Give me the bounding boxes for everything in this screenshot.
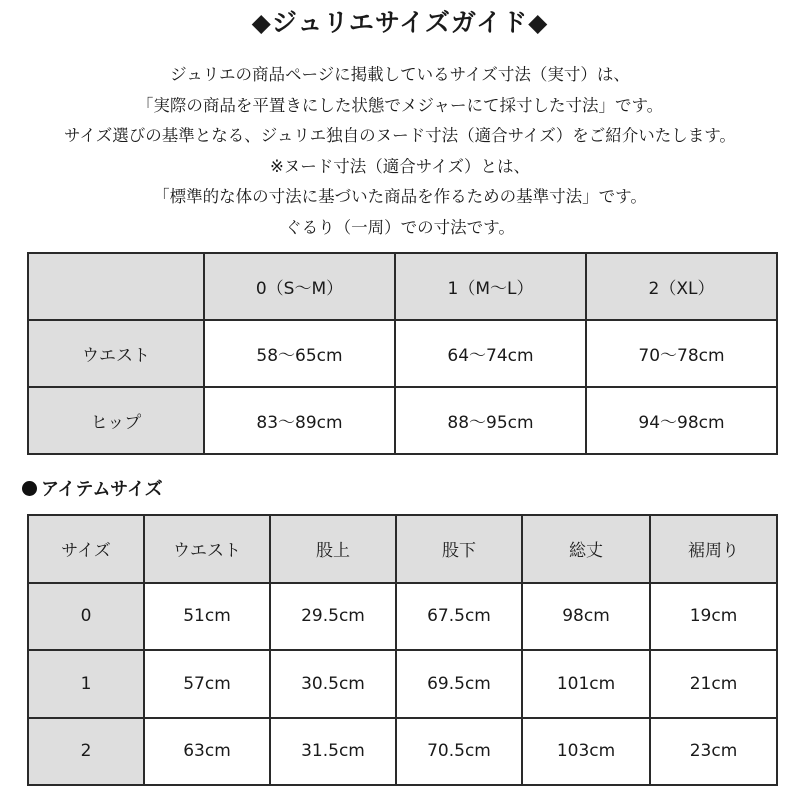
column-header-size-0: 0（S〜M） <box>204 253 395 320</box>
table-cell: 19cm <box>650 583 777 651</box>
table-cell: 98cm <box>522 583 650 651</box>
column-header-rise: 股上 <box>270 515 396 583</box>
page-title: ◆ジュリエサイズガイド◆ <box>251 8 549 37</box>
intro-line: ぐるり（一周）での寸法です。 <box>285 217 515 237</box>
intro-line: 「実際の商品を平置きにした状態でメジャーにて採寸した寸法」です。 <box>136 95 664 115</box>
table-cell: 103cm <box>522 718 650 786</box>
table-cell: 88〜95cm <box>395 387 586 454</box>
intro-line: ※ヌード寸法（適合サイズ）とは、 <box>269 156 530 176</box>
table-cell: 58〜65cm <box>204 320 395 387</box>
row-header-size: 2 <box>28 718 144 786</box>
table-row <box>28 650 777 718</box>
table-cell: 29.5cm <box>270 583 396 651</box>
table-cell: 64〜74cm <box>395 320 586 387</box>
column-header-waist: ウエスト <box>144 515 270 583</box>
table-cell: 51cm <box>144 583 270 651</box>
row-header-hip: ヒップ <box>28 387 204 454</box>
item-size-heading-label: アイテムサイズ <box>41 479 163 500</box>
table-cell: 57cm <box>144 650 270 718</box>
item-size-heading <box>22 477 163 503</box>
table-cell: 21cm <box>650 650 777 718</box>
column-header-size-1: 1（M〜L） <box>395 253 586 320</box>
intro-text <box>0 60 800 244</box>
table-row <box>28 320 777 387</box>
table-cell: 63cm <box>144 718 270 786</box>
column-header-size: サイズ <box>28 515 144 583</box>
row-header-size: 0 <box>28 583 144 651</box>
table-row <box>28 718 777 786</box>
column-header-hem-width: 裾周り <box>650 515 777 583</box>
intro-line: サイズ選びの基準となる、ジュリエ独自のヌード寸法（適合サイズ）をご紹介いたします。 <box>64 126 736 146</box>
table-cell: 101cm <box>522 650 650 718</box>
column-header-inseam: 股下 <box>396 515 522 583</box>
intro-line: 「標準的な体の寸法に基づいた商品を作るための基準寸法」です。 <box>153 187 647 207</box>
column-header-total-length: 総丈 <box>522 515 650 583</box>
table-cell: 67.5cm <box>396 583 522 651</box>
table-cell: 23cm <box>650 718 777 786</box>
table-cell: 31.5cm <box>270 718 396 786</box>
table-header-row <box>28 253 777 320</box>
item-size-table <box>27 514 778 786</box>
row-header-waist: ウエスト <box>28 320 204 387</box>
table-row <box>28 387 777 454</box>
table-cell: 70.5cm <box>396 718 522 786</box>
row-header-size: 1 <box>28 650 144 718</box>
table-header-row <box>28 515 777 583</box>
nude-size-table <box>27 252 778 455</box>
bullet-icon <box>22 481 37 496</box>
table-cell: 70〜78cm <box>586 320 777 387</box>
table-row <box>28 583 777 651</box>
table-corner-cell <box>28 253 204 320</box>
table-cell: 83〜89cm <box>204 387 395 454</box>
table-cell: 94〜98cm <box>586 387 777 454</box>
table-cell: 69.5cm <box>396 650 522 718</box>
intro-line: ジュリエの商品ページに掲載しているサイズ寸法（実寸）は、 <box>170 65 630 84</box>
column-header-size-2: 2（XL） <box>586 253 777 320</box>
table-cell: 30.5cm <box>270 650 396 718</box>
